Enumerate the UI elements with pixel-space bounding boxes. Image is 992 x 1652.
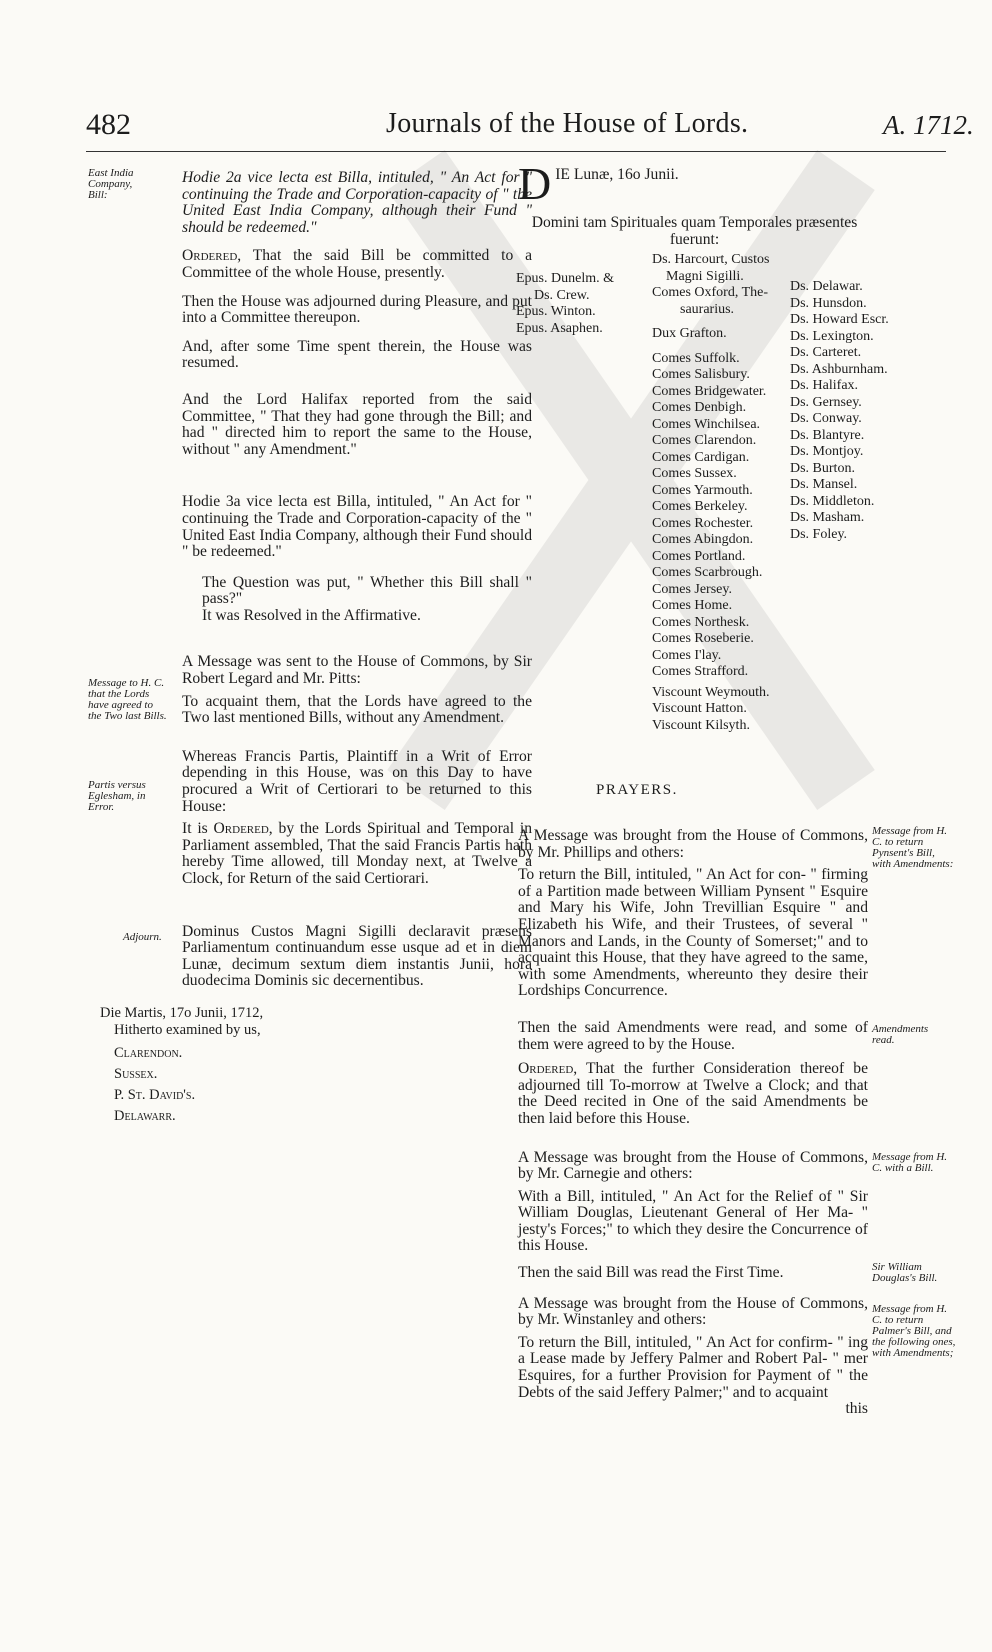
spacer (652, 343, 770, 351)
attendee: Epus. Winton. (516, 304, 596, 319)
attendee: Comes Rochester. (652, 515, 754, 531)
paragraph: A Message was sent to the House of Commons, by Sir Robert Legard and Mr. Pitts: (182, 653, 532, 688)
paragraph: Then the House was adjourned during Pleasure, and put into a Committee thereupon. (182, 292, 532, 327)
paragraph: The Question was put, " Whether this Bill shall " pass?" (202, 573, 532, 608)
session-date: IE Lunæ, 16o Junii. (555, 166, 679, 183)
attendee: saurarius. (680, 301, 735, 317)
margin-note-adjourn: Adjourn. (123, 931, 162, 943)
right-column (518, 828, 868, 1418)
attendee: Ds. Foley. (790, 526, 848, 542)
attendee: Ds. Montjoy. (790, 444, 864, 459)
paragraph: To return the Bill, intituled, " An Act for con- " firming of a Partition made between William Pynsent " Esquire and Mary his Wife, John Trevillian Esquire " and Elizabeth his Wife, and their Trustees, of several " Manors and Lands, in the County of Somerset;" and to acquaint this House, that they have agreed to the same, with some Amendments, whereunto they desire their Lordships Concurrence. (518, 866, 868, 1000)
spacer (652, 318, 770, 326)
paragraph: To return the Bill, intituled, " An Act for confirm- " ing a Lease made by Jeffery Palmer and Robert Pal- " mer Esquires, for a further Provision for Payment of " the Debts of the said Jeffery Palmer;" and to acquaint (518, 1333, 868, 1401)
page-number: 482 (86, 108, 131, 141)
attendee: Comes Yarmouth. (652, 482, 753, 498)
header-rule (86, 151, 946, 152)
exam-date: Die Martis, 17o Junii, 1712, (100, 1005, 264, 1021)
margin-note-pynsent: Message from H. C. to return Pynsent's Bill, with Amendments: (872, 825, 954, 870)
attendee: Ds. Lexington. (790, 328, 874, 344)
paragraph: A Message was brought from the House of Commons, by Mr. Carnegie and others: (518, 1148, 868, 1183)
ordered-lead: Ordered, (518, 1060, 578, 1078)
margin-note-message-bill: Message from H. C. with a Bill. (872, 1151, 948, 1174)
attendee: Ds. Carteret. (790, 345, 862, 360)
attendee: Comes Jersey. (652, 581, 732, 597)
margin-note-partis: Partis versus Eglesham, in Error. (88, 779, 146, 813)
paragraph: Then the said Amendments were read, and some of them were agreed to by the House. (518, 1018, 868, 1053)
paragraph: With a Bill, intituled, " An Act for the Relief of " Sir William Douglas, Lieutenant General of Her Ma- " jesty's Forces;" to which they desire the Concurrence of this House. (518, 1187, 868, 1255)
paragraph: A Message was brought from the House of Commons, by Mr. Winstanley and others: (518, 1294, 868, 1329)
attendee: Viscount Kilsyth. (652, 717, 750, 733)
attendee: Comes Home. (652, 598, 733, 613)
paragraph: That the further Consideration thereof be adjourned till To-morrow at Twelve a Clock; and that the Deed recited in One of the said Amendments be then laid before this House. (518, 1060, 868, 1127)
attendee: Magni Sigilli. (666, 268, 744, 284)
signatory: P. St. David's. (114, 1087, 196, 1103)
attendee: Ds. Ashburnham. (790, 361, 888, 377)
paragraph: And, after some Time spent therein, the House was resumed. (182, 337, 532, 372)
attendee: Comes Roseberie. (652, 631, 754, 646)
paragraph: A Message was brought from the House of Commons, by Mr. Phillips and others: (518, 827, 868, 861)
paragraph-lead: It is (182, 820, 214, 838)
examination-block (100, 1005, 400, 1125)
margin-note-east-india: East India Company, Bill: (88, 167, 134, 201)
attendee: Comes Clarendon. (652, 433, 757, 448)
margin-note-douglas: Sir William Douglas's Bill. (872, 1261, 938, 1284)
prayers-heading: PRAYERS. (596, 782, 678, 798)
attendee: Comes Scarbrough. (652, 565, 763, 580)
attendee: Epus. Dunelm. & (516, 271, 614, 286)
margin-note-message-hc: Message to H. C. that the Lords have agreed to the Two last Bills. (88, 677, 167, 722)
signatory: Clarendon. (114, 1045, 183, 1061)
attendee: Comes Cardigan. (652, 449, 750, 465)
attendee: Ds. Halifax. (790, 378, 859, 393)
attendee: Viscount Weymouth. (652, 684, 770, 700)
attendee: Ds. Mansel. (790, 477, 858, 492)
paragraph: That the said Bill be committed to a Committee of the whole House, presently. (182, 247, 532, 281)
margin-note-amendments-read: Amendments read. (872, 1023, 929, 1046)
attendee: Comes I'lay. (652, 647, 722, 663)
attendee: Comes Berkeley. (652, 499, 748, 514)
paragraph: Dominus Custos Magni Sigilli declaravit præsens Parliamentum continuandum esse usque ad et in diem Lunæ, decimum sextum diem instantis Junii, hora duodecima Dominis sic decernentibus. (182, 922, 532, 990)
bishops-list (516, 271, 614, 337)
attendee: Ds. Burton. (790, 460, 855, 476)
drop-cap: D (518, 158, 552, 209)
attendee: Comes Portland. (652, 548, 746, 564)
attendee: Dux Grafton. (652, 326, 727, 341)
attendee: Ds. Crew. (534, 287, 590, 303)
catchword: this (845, 1400, 868, 1418)
attendee: Comes Abingdon. (652, 532, 754, 547)
ordered-lead: Ordered, (213, 820, 273, 838)
ordered-lead: Ordered, (182, 247, 242, 265)
attendee: Comes Northesk. (652, 614, 750, 630)
journal-title: Journals of the House of Lords. (386, 108, 749, 139)
attendee: Ds. Howard Escr. (790, 312, 889, 327)
paragraph: And the Lord Halifax reported from the said Committee, " That they had gone through the Bill; and had " directed him to report the same to the House, without " any Amendment." (182, 390, 532, 458)
attendee: Comes Suffolk. (652, 350, 740, 366)
attendee: Ds. Hunsdon. (790, 295, 867, 311)
paragraph: Then the said Bill was read the First Time. (518, 1264, 784, 1282)
signatory: Sussex. (114, 1066, 158, 1082)
paragraph: Hodie 3a vice lecta est Billa, intituled, " An Act for " continuing the Trade and Corporation-capacity of the " United East India Company, although their Fund should " be redeemed." (182, 493, 532, 561)
attendee: Ds. Blantyre. (790, 427, 865, 443)
attendee: Comes Bridgewater. (652, 383, 767, 399)
attendee: Comes Sussex. (652, 466, 737, 481)
attendee: Ds. Masham. (790, 510, 865, 525)
exam-by: Hitherto examined by us, (114, 1022, 261, 1038)
paragraph: by the Lords Spiritual and Temporal in Parliament assembled, That the said Francis Partis hath hereby Time allowed, till Monday next, at Twelve a Clock, for Return of the said Certiorari. (182, 820, 532, 887)
paragraph: Whereas Francis Partis, Plaintiff in a Writ of Error depending in this House, was on this Day to have procured a Writ of Certiorari to be returned to this House: (182, 747, 532, 815)
lords-list (652, 252, 770, 734)
attendee: Ds. Harcourt, Custos (652, 252, 770, 267)
attendee: Ds. Gernsey. (790, 394, 862, 410)
attendee: Comes Strafford. (652, 664, 749, 679)
attendee: Epus. Asaphen. (516, 320, 603, 336)
paragraph: Hodie 2a vice lecta est Billa, intituled, " An Act for " continuing the Trade and Corporation-capacity of " the United East India Company, although their Fund " should be redeemed." (182, 169, 532, 236)
attendee: Ds. Delawar. (790, 279, 863, 294)
present-line: Domini tam Spirituales quam Temporales præsentes fuerunt: (531, 214, 858, 248)
left-column (182, 170, 532, 990)
attendee: Comes Denbigh. (652, 400, 747, 415)
attendee: Ds. Conway. (790, 411, 862, 426)
attendee: Viscount Hatton. (652, 701, 747, 716)
attendee: Comes Oxford, The- (652, 285, 768, 300)
barons-list (790, 279, 889, 543)
margin-note-palmer: Message from H. C. to return Palmer's Bill, and the following ones, with Amendments; (872, 1303, 956, 1359)
signatory: Delawarr. (114, 1108, 176, 1124)
attendee: Ds. Middleton. (790, 493, 875, 509)
paragraph: To acquaint them, that the Lords have agreed to the Two last mentioned Bills, without any Amendment. (182, 692, 532, 727)
paragraph: It was Resolved in the Affirmative. (202, 606, 421, 624)
attendee: Comes Salisbury. (652, 367, 750, 382)
year-label: A. 1712. (883, 110, 974, 140)
attendee: Comes Winchilsea. (652, 416, 761, 432)
session-heading (518, 158, 868, 209)
